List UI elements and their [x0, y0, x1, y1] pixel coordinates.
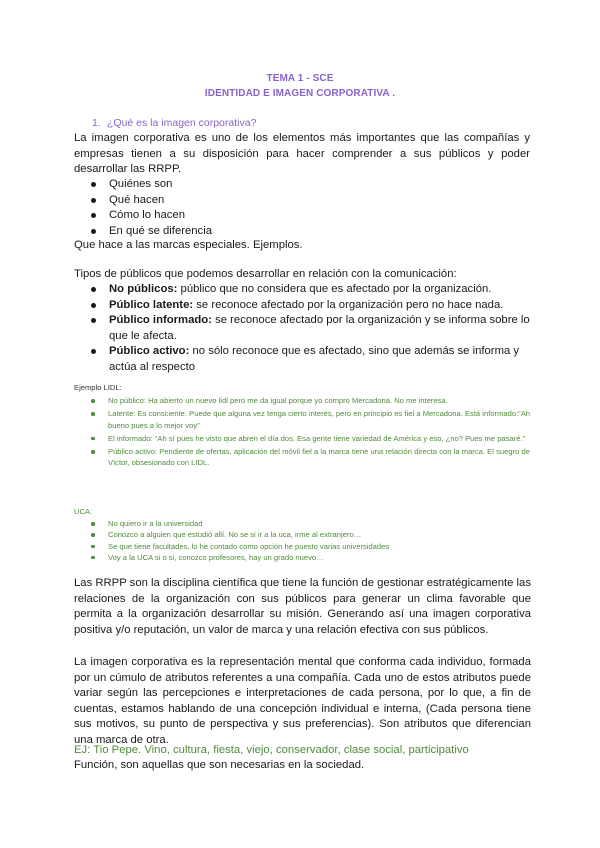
publics-intro: Tipos de públicos que podemos desarrollar en relación con la comunicación: [74, 268, 457, 280]
list-item: El informado: “Ah sí pues he visto que abren el día dos. Esa gente tiene variedad de América y eso, ¿no? Pues me pasaré.” [74, 433, 530, 444]
list-item: En qué se diferencia [74, 224, 530, 240]
list-item: No quiero ir a la universidad [74, 518, 530, 529]
rrpp-paragraph: Las RRPP son la disciplina científica que tiene la función de gestionar estratégicamente las relaciones de la organización con sus públicos para generar un clima favorable que permita a la organización desarrollar su misión. Generando así una imagen corporativa positiva y/o reputación, un valor de marca y una relación efectiva con sus públicos. [74, 577, 531, 636]
list-item: Conozco a alguien que estudió allí. No se si ir a la uca, irme al extranjero… [74, 529, 530, 540]
lidl-list [74, 395, 530, 468]
list-item: No público: Ha abierto un nuevo lidl pero me da igual porque yo compro Mercadona. No me interesa. [74, 395, 530, 406]
example-line: EJ: Tio Pepe. Vino, cultura, fiesta, viejo, conservador, clase social, participativo [74, 744, 469, 756]
public-definition: se reconoce afectado por la organización y se informa sobre lo que le afecta. [109, 314, 530, 342]
function-line: Función, son aquellas que son necesarias en la sociedad. [74, 759, 365, 771]
lidl-example [74, 382, 530, 468]
document-subtitle: IDENTIDAD E IMAGEN CORPORATIVA . [204, 88, 396, 99]
uca-example [74, 506, 530, 563]
intro-paragraph: La imagen corporativa es uno de los elementos más importantes que las compañías y empresas tienen a su disposición para hacer comprender a sus públicos y poder desarrollar las RRPP. [74, 132, 530, 175]
public-term: Público latente: [109, 298, 194, 311]
public-term: Público activo: [109, 345, 190, 357]
public-definition: se reconoce afectado por la organización pero no hace nada. [193, 298, 504, 311]
public-definition: no sólo reconoce que es afectado, sino que además se informa y actúa al respecto [109, 345, 520, 373]
uca-list [74, 518, 530, 563]
list-item: Se que tiene facultades, lo he contado como opción he puesto varias universidades [74, 541, 530, 552]
list-item: Voy a la UCA si o si, conozco profesores, hay un grado nuevo… [74, 552, 530, 563]
list-item: Qué hacen [74, 193, 530, 209]
list-item: Latente: Es consciente. Puede que alguna vez tenga cierto interés, pero en principio es fiel a Mercadona. Está informado:“Ah bueno pues a lo mejor voy” [74, 408, 530, 430]
lidl-label: Ejemplo LIDL: [74, 383, 122, 392]
document-title: TEMA 1 - SCE [266, 73, 334, 84]
public-term: Público informado: [109, 314, 212, 326]
list-item: Público activo: Pendiente de ofertas, aplicación del móvil fiel a la marca tiene una relación directa con la marca. El suegro de Víctor, obsesionado con LIDL. [74, 446, 530, 468]
publics-list [74, 282, 531, 375]
section-heading-text: ¿Qué es la imagen corporativa? [107, 117, 257, 129]
section-number: 1. [92, 117, 101, 129]
brands-note: Que hace a las marcas especiales. Ejemplos. [74, 239, 303, 251]
public-term: No públicos: [109, 283, 178, 295]
list-item [74, 298, 531, 314]
list-item: Cómo lo hacen [74, 208, 530, 224]
section-heading [92, 117, 256, 129]
public-definition: público que no considera que es afectado por la organización. [177, 283, 492, 295]
uca-label: UCA: [74, 507, 93, 516]
list-item [74, 344, 531, 375]
list-item: Quiénes son [74, 177, 530, 193]
corporate-image-paragraph: La imagen corporativa es la representación mental que conforma cada individuo, formada por un cúmulo de atributos referentes a una compañía. Cada uno de estos atributos puede variar según las percepciones e interpretaciones de cada persona, por lo que, a fin de cuentas, estamos hablando de una concepción individual e interna, (Cada persona tiene sus motivos, su punto de perspectiva y sus preferencias). Son atributos que diferencian una marca de otra. [74, 656, 531, 746]
list-item [74, 313, 531, 344]
identity-questions-list [74, 177, 530, 239]
list-item [74, 282, 531, 298]
